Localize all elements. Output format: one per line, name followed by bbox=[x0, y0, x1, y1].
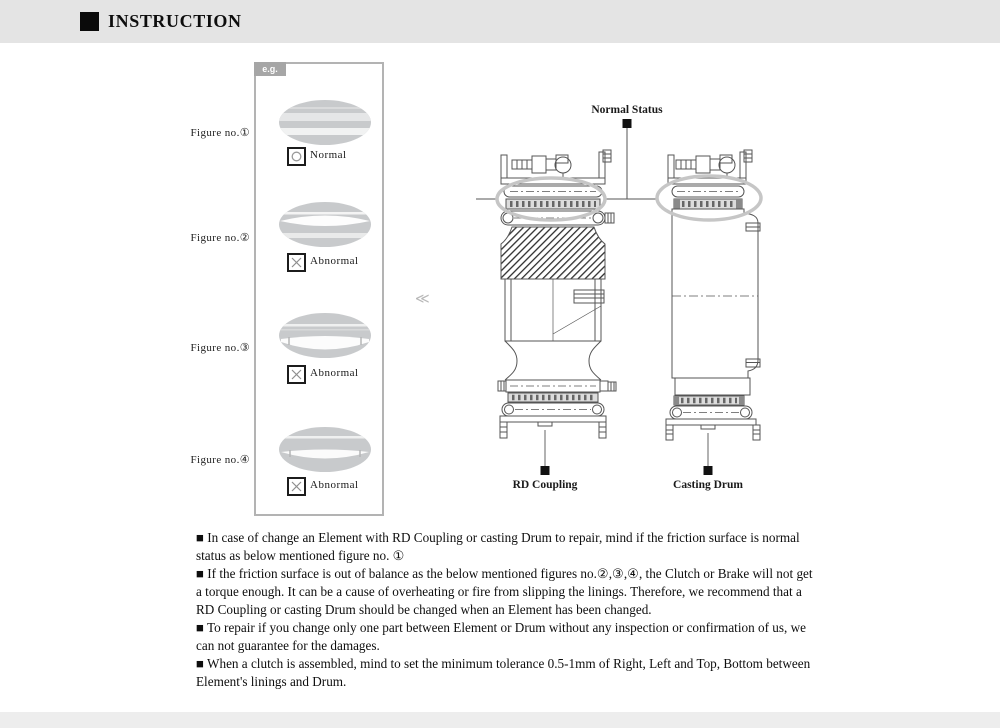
technical-diagram bbox=[470, 96, 815, 500]
status-checkbox-3 bbox=[287, 365, 306, 384]
friction-surface-figure-1 bbox=[278, 99, 372, 146]
status-label-2: Abnormal bbox=[310, 255, 359, 267]
figure-label-4: Figure no.④ bbox=[190, 454, 250, 466]
friction-surface-figure-2 bbox=[278, 201, 372, 248]
figure-label-1: Figure no.① bbox=[190, 127, 250, 139]
rd-coupling-label: RD Coupling bbox=[512, 479, 578, 491]
note-paragraph-1: ■ In case of change an Element with RD Coupling or casting Drum to repair, mind if the friction surface is normal status as below mentioned figure no. ① bbox=[196, 530, 800, 563]
normal-status-label: Normal Status bbox=[591, 104, 663, 116]
note-paragraph-2: ■ If the friction surface is out of balance as the below mentioned figures no.②,③,④, the Clutch or Brake will not get a torque enough. It can be a cause of overheating or fire from slipping the linings. Therefore, we recommend that a RD Coupling or casting Drum should be changed when an Element has been changed. bbox=[196, 566, 813, 617]
status-checkbox-1 bbox=[287, 147, 306, 166]
rd-coupling-drawing bbox=[498, 150, 616, 491]
figure-label-3: Figure no.③ bbox=[190, 342, 250, 354]
status-label-4: Abnormal bbox=[310, 479, 359, 491]
status-checkbox-4 bbox=[287, 477, 306, 496]
x-mark-icon bbox=[291, 481, 302, 492]
page-title: INSTRUCTION bbox=[108, 11, 242, 31]
casting-drum-label: Casting Drum bbox=[673, 479, 743, 491]
note-paragraph-3: ■ To repair if you change only one part between Element or Drum without any inspection or confirmation of us, we can not guarantee for the damages. bbox=[196, 620, 806, 653]
status-checkbox-2 bbox=[287, 253, 306, 272]
status-label-3: Abnormal bbox=[310, 367, 359, 379]
header-bar bbox=[0, 0, 1000, 43]
footer-bar bbox=[0, 712, 1000, 728]
friction-surface-figure-4 bbox=[278, 426, 372, 473]
circle-mark-icon bbox=[291, 151, 302, 162]
watermark: ≪ bbox=[415, 291, 432, 307]
example-tag: e.g. bbox=[254, 62, 286, 76]
friction-surface-figure-3 bbox=[278, 312, 372, 359]
x-mark-icon bbox=[291, 257, 302, 268]
status-label-1: Normal bbox=[310, 149, 347, 161]
highlight-ellipse-right bbox=[657, 176, 761, 220]
section-marker-icon bbox=[80, 12, 99, 31]
x-mark-icon bbox=[291, 369, 302, 380]
casting-drum-drawing bbox=[666, 150, 760, 491]
figure-label-2: Figure no.② bbox=[190, 232, 250, 244]
notes-section bbox=[196, 529, 818, 691]
note-paragraph-4: ■ When a clutch is assembled, mind to set the minimum tolerance 0.5-1mm of Right, Left and Top, Bottom between Element's linings and Drum. bbox=[196, 656, 811, 689]
